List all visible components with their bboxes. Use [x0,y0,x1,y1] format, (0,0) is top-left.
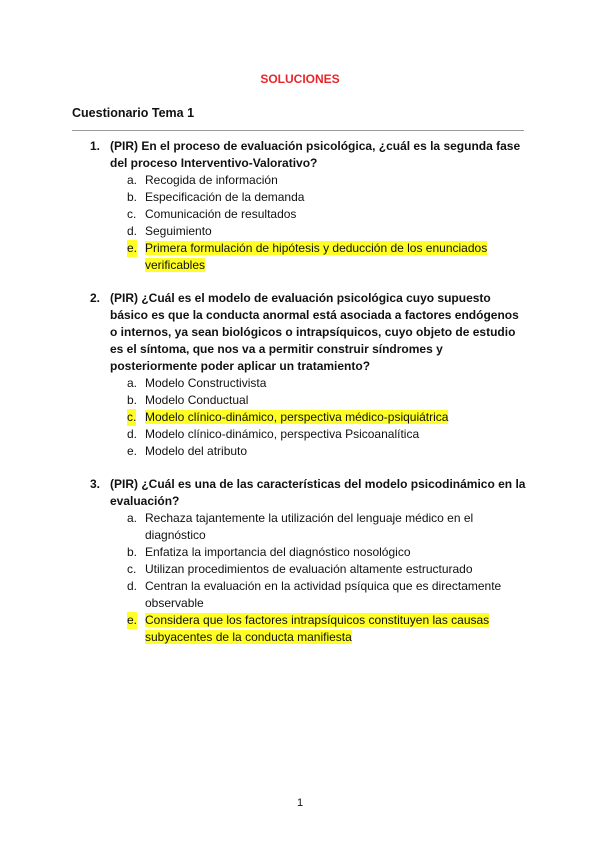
option-letter: b. [127,545,138,559]
question-text: (PIR) ¿Cuál es una de las características del modelo psicodinámico en la evaluación? [110,477,526,508]
option-letter: a. [127,173,138,187]
option-c-correct [0,409,600,426]
option-letter: b. [127,393,138,407]
option-e [0,443,600,460]
question-list [0,138,600,662]
option-text: Recogida de información [145,173,278,187]
question-text: (PIR) En el proceso de evaluación psicológica, ¿cuál es la segunda fase del proceso Interventivo-Valorativo? [110,139,521,170]
option-letter: e. [127,613,138,627]
option-letter: c. [127,410,137,424]
question-text: (PIR) ¿Cuál es el modelo de evaluación psicológica cuyo supuesto básico es que la conducta anormal está asociada a factores endógenos o internos, ya sean biológicos o intrapsíquicos, cuyo objeto de estudio es el síntoma, que nos va a permitir construir síndromes y posteriormente poder aplicar un tratamiento? [110,291,519,373]
heading-divider [72,130,524,131]
option-text-highlighted: Modelo clínico-dinámico, perspectiva médico-psiquiátrica [145,410,449,424]
option-letter: e. [127,444,138,458]
question-number: 3. [90,477,101,491]
option-a [0,375,600,392]
option-d [0,426,600,443]
option-b [0,189,600,206]
option-text-highlighted: Primera formulación de hipótesis y deducción de los enunciados verificables [145,241,488,272]
document-title: SOLUCIONES [260,72,340,86]
option-text: Modelo del atributo [145,444,248,458]
option-text: Enfatiza la importancia del diagnóstico nosológico [145,545,411,559]
option-text: Modelo Constructivista [145,376,267,390]
option-c [0,561,600,578]
question-1 [0,138,600,274]
option-letter: d. [127,579,138,593]
option-text: Modelo clínico-dinámico, perspectiva Psicoanalítica [145,427,420,441]
section-heading: Cuestionario Tema 1 [72,106,195,120]
option-b [0,544,600,561]
page-number: 1 [296,797,304,809]
option-list [0,172,600,274]
question-number: 1. [90,139,101,153]
option-text: Especificación de la demanda [145,190,305,204]
option-text: Rechaza tajantemente la utilización del lenguaje médico en el diagnóstico [145,511,474,542]
option-a [0,510,600,544]
question-3 [0,476,600,646]
option-letter: b. [127,190,138,204]
option-d [0,223,600,240]
option-text: Seguimiento [145,224,212,238]
option-c [0,206,600,223]
option-list [0,510,600,646]
option-text: Centran la evaluación en la actividad psíquica que es directamente observable [145,579,502,610]
option-a [0,172,600,189]
question-2 [0,290,600,460]
option-text-highlighted: Considera que los factores intrapsíquicos constituyen las causas subyacentes de la conducta manifiesta [145,613,490,644]
option-e-correct [0,240,600,274]
option-letter: e. [127,241,138,255]
option-text: Modelo Conductual [145,393,249,407]
option-text: Utilizan procedimientos de evaluación altamente estructurado [145,562,473,576]
option-d [0,578,600,612]
option-letter: c. [127,207,137,221]
option-letter: d. [127,427,138,441]
question-number: 2. [90,291,101,305]
option-letter: a. [127,376,138,390]
option-letter: a. [127,511,138,525]
option-list [0,375,600,460]
option-e-correct [0,612,600,646]
option-letter: d. [127,224,138,238]
option-text: Comunicación de resultados [145,207,297,221]
option-letter: c. [127,562,137,576]
option-b [0,392,600,409]
